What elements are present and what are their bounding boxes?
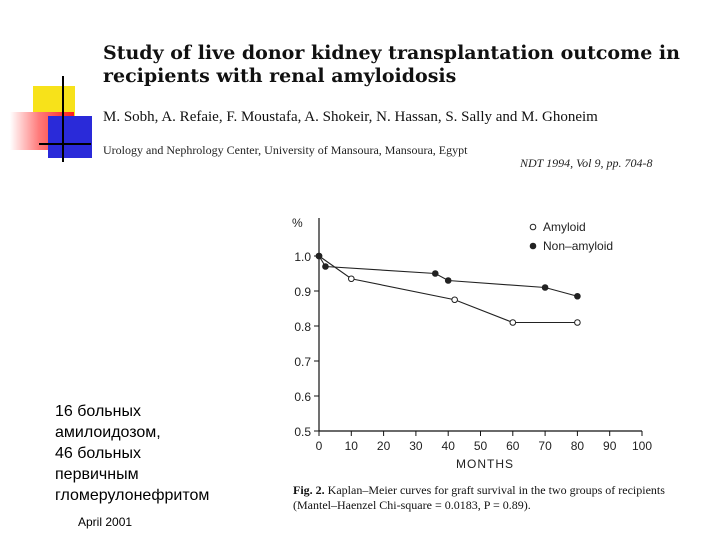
data-point-amyloid — [575, 320, 581, 326]
data-point-non-amyloid — [316, 253, 322, 259]
note-line-4: первичным — [55, 466, 139, 483]
x-tick-label: 70 — [538, 439, 552, 453]
note-line-3: 46 больных — [55, 445, 141, 462]
data-point-non-amyloid — [575, 293, 581, 299]
legend-label-1: Non–amyloid — [543, 239, 614, 253]
legend-label-0: Amyloid — [543, 220, 586, 234]
x-tick-label: 50 — [473, 439, 488, 453]
y-tick-label: 0.7 — [294, 355, 311, 369]
y-tick-label: 0.5 — [294, 425, 311, 439]
caption-figure-label: Fig. 2. — [293, 483, 325, 497]
figure-caption — [293, 483, 673, 513]
x-tick-label: 30 — [409, 439, 423, 453]
paper-title: Study of live donor kidney transplantation outcome in recipients with renal amyloidosis — [103, 42, 680, 87]
x-tick-label: 80 — [570, 439, 585, 453]
chart-axes — [292, 216, 652, 471]
x-axis-label: MONTHS — [456, 457, 514, 471]
data-point-amyloid — [510, 320, 516, 326]
data-point-amyloid — [349, 276, 355, 282]
slide-date: April 2001 — [78, 515, 133, 529]
legend-marker-0 — [530, 224, 536, 230]
note-line-2: амилоидозом, — [55, 424, 161, 441]
legend-marker-1 — [530, 243, 536, 249]
x-tick-label: 60 — [506, 439, 520, 453]
x-tick-label: 100 — [631, 439, 653, 453]
chart-series — [316, 253, 580, 325]
paper-affiliation: Urology and Nephrology Center, University of Mansoura, Mansoura, Egypt — [103, 143, 468, 157]
caption-text: Kaplan–Meier curves for graft survival in the two groups of recipients (Mantel–Haenzel Chi-square = 0.0183, P = 0.89). — [293, 483, 665, 512]
chart-legend — [530, 220, 613, 253]
data-point-non-amyloid — [542, 285, 548, 291]
data-point-non-amyloid — [323, 264, 329, 270]
note-line-5: гломерулонефритом — [55, 487, 210, 504]
y-axis-label: % — [292, 216, 303, 230]
series-line-non-amyloid — [319, 256, 577, 296]
y-tick-label: 1.0 — [294, 250, 311, 264]
series-line-amyloid — [319, 256, 577, 323]
y-tick-label: 0.9 — [294, 285, 311, 299]
y-tick-label: 0.6 — [294, 390, 311, 404]
x-tick-label: 20 — [376, 439, 391, 453]
data-point-amyloid — [452, 297, 458, 303]
data-point-non-amyloid — [432, 271, 438, 277]
y-tick-label: 0.8 — [294, 320, 311, 334]
paper-authors: M. Sobh, A. Refaie, F. Moustafa, A. Shokeir, N. Hassan, S. Sally and M. Ghoneim — [103, 109, 598, 125]
x-tick-label: 40 — [441, 439, 455, 453]
note-line-1: 16 больных — [55, 403, 141, 420]
data-point-non-amyloid — [445, 278, 451, 284]
citation: NDT 1994, Vol 9, pp. 704-8 — [520, 156, 653, 170]
x-tick-label: 10 — [344, 439, 358, 453]
x-tick-label: 90 — [603, 439, 617, 453]
x-tick-label: 0 — [315, 439, 323, 453]
